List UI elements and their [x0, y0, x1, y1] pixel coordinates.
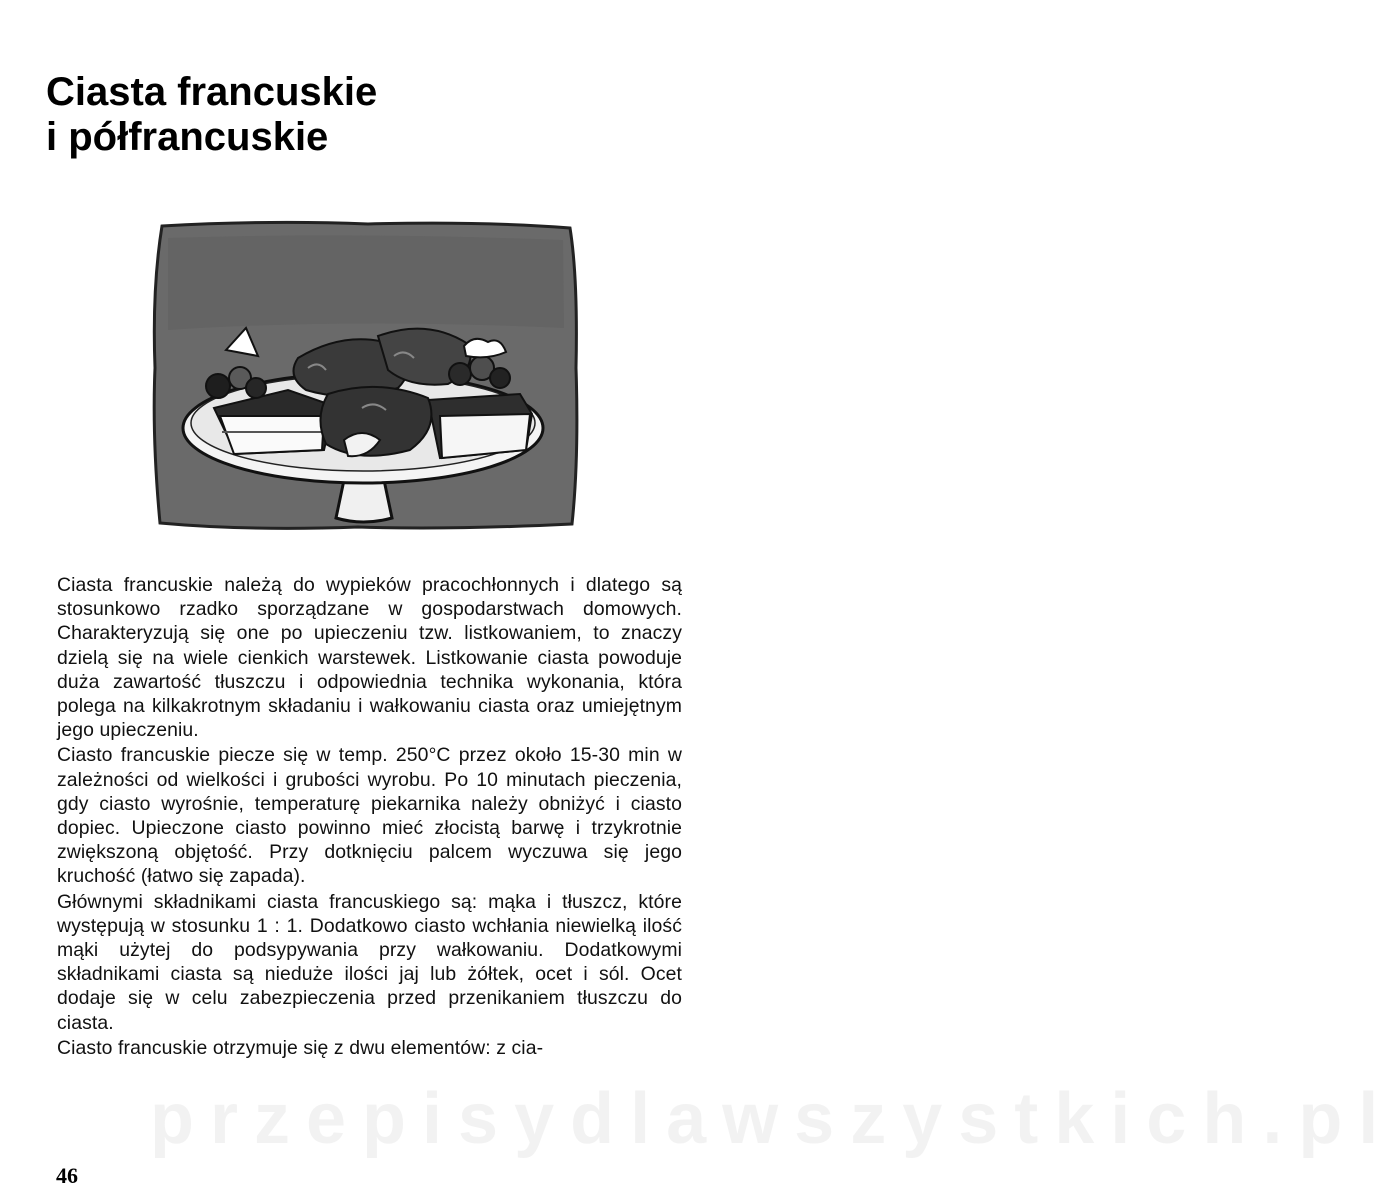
- paragraph-ingredients: Głównymi składnikami ciasta francuskiego są: mąka i tłuszcz, które występują w stosunku 1 : 1. Dodatkowo ciasto wchłania niewielką ilość mąki użytej do podsypywania przy wałkowaniu. Dodatkowymi składnikami ciasta są nieduże ilości jaj lub żółtek, ocet i sól. Ocet dodaje się w celu zabezpieczenia przed przenikaniem tłuszczu do ciasta.: [57, 890, 682, 1034]
- paragraph-baking: Ciasto francuskie piecze się w temp. 250°C przez około 15-30 min w zależności od wielkości i grubości wyrobu. Po 10 minutach pieczenia, gdy ciasto wyrośnie, temperaturę piekarnika należy obniżyć i ciasto dopiec. Upieczone ciasto powinno mieć złocistą barwę i trzykrotnie zwiększoną objętość. Przy dotknięciu palcem wyczuwa się jego kruchość (łatwo się zapada).: [57, 744, 682, 888]
- paragraph-intro: Ciasta francuskie należą do wypieków pracochłonnych i dlatego są stosunkowo rzadko sporządzane w gospodarstwach domowych. Charakteryzują się one po upieczeniu tzw. listkowaniem, to znaczy dzielą się na wiele cienkich warstewek. Listkowanie ciasta powoduje duża zawartość tłuszczu i odpowiednia technika wykonania, która polega na kilkakrotnym składaniu i wałkowaniu ciasta oraz umiejętnym jego upieczeniu.: [57, 574, 682, 742]
- page-title: [46, 70, 377, 160]
- page-title-line-2: i półfrancuskie: [46, 115, 329, 159]
- paragraph-elements: Ciasto francuskie otrzymuje się z dwu elementów: z cia-: [57, 1036, 544, 1059]
- article-body: [57, 573, 682, 1061]
- page-number: 46: [56, 1163, 78, 1188]
- watermark: przepisydlawszystkich.pl: [150, 1079, 1394, 1159]
- pastry-platter-illustration: [148, 218, 582, 534]
- page-title-line-1: Ciasta francuskie: [46, 70, 378, 114]
